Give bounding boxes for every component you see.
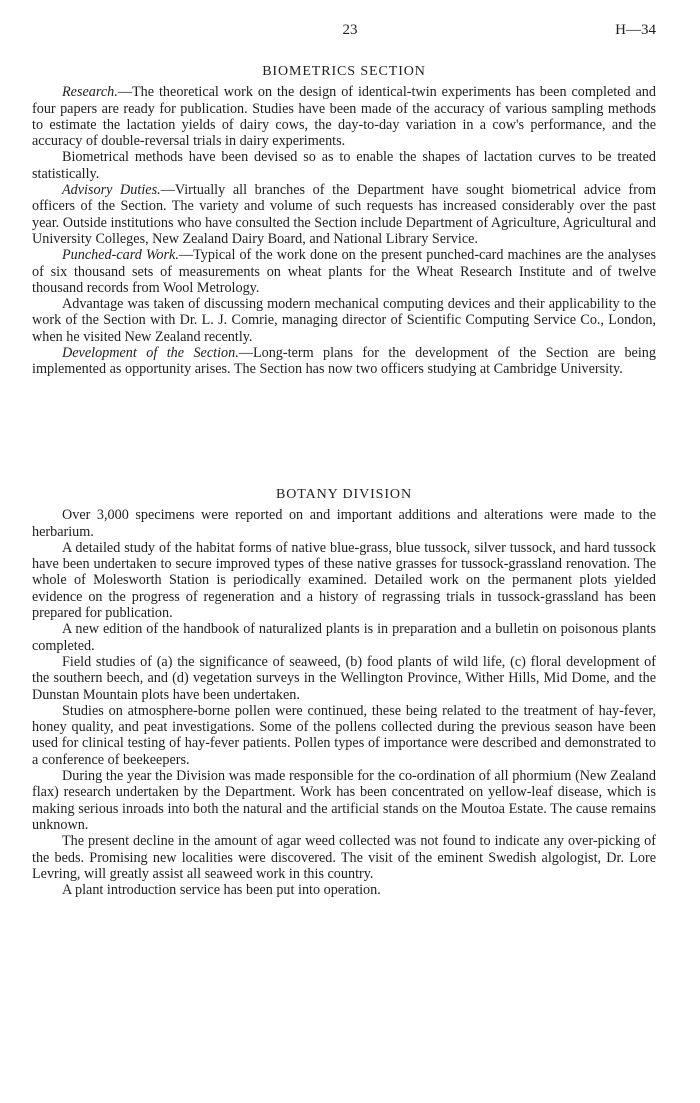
paragraph-text: —Long-term plans for the development of the Section are being implemented as opportunity arises. The Section has now two officers studying at Cambridge University. [32,345,656,378]
paragraph-research [32,84,656,149]
paragraph-biometrical-methods [32,149,656,182]
document-reference: H—34 [615,22,656,38]
paragraph-text: —Typical of the work done on the present punched-card machines are the analyses of six thousand sets of measurements on wheat plants for the Wheat Research Institute and of twelve thousand records from Wool Metrology. [32,247,656,296]
paragraph-text: —The theoretical work on the design of identical-twin experiments has been completed and four papers are ready for publication. Studies have been made of the accuracy of various sampling methods to estimate the lactation yields of dairy cows, the day-to-day variation in a cow's performance, and the accuracy of double-reversal trials in dairy experiments. [32,84,656,150]
paragraph-tussock-study: A detailed study of the habitat forms of native blue-grass, blue tussock, silver tussock, and hard tussock have been undertaken to secure improved types of these native grasses for tussock-grassland renovation. The whole of Molesworth Station is periodically examined. Detailed work on the permanent plots yielded evidence on the progress of regeneration and a history of regrassing trials in tussock-grassland has been prepared for publication. [32,539,656,622]
paragraph-advisory-duties [32,182,656,247]
page-number: 23 [342,22,358,38]
paragraph-text: Biometrical methods have been devised so as to enable the shapes of lactation curves to be treated statistically. [32,149,656,182]
botany-section [32,487,656,898]
paragraph-herbarium: Over 3,000 specimens were reported on and important additions and alterations were made to the herbarium. [32,507,656,540]
paragraph-development [32,345,656,378]
paragraph-text: —Virtually all branches of the Department have sought biometrical advice from officers of the Section. The variety and volume of such requests has increased considerably over the past year. Outside institutions who have consulted the Section include Department of Agriculture, Agricultural and University Colleges, New Zealand Dairy Board, and National Library Service. [32,182,656,247]
page-header [0,22,700,42]
biometrics-section [32,64,656,378]
paragraph-plant-introduction: A plant introduction service has been put into operation. [62,882,381,899]
paragraph-agar-weed: The present decline in the amount of agar weed collected was not found to indicate any over-picking of the beds. Promising new localities were discovered. The visit of the eminent Swedish algologist, Dr. Lore Levring, will greatly assist all seaweed work in this country. [32,833,656,882]
paragraph-phormium: During the year the Division was made responsible for the co-ordination of all phormium (New Zealand flax) research undertaken by the Department. Work has been concentrated on yellow-leaf disease, which is making serious inroads into both the natural and the artificial stands on the Moutoa Estate. The cause remains unknown. [32,768,656,833]
paragraph-punched-card-work [32,247,656,296]
paragraph-pollen: Studies on atmosphere-borne pollen were continued, these being related to the treatment of hay-fever, honey quality, and peat investigations. Some of the pollens collected during the previous season have been used for clinical testing of hay-fever patients. Pollen types of importance were described and demonstrated to a conference of beekeepers. [32,702,656,768]
section-heading-biometrics: BIOMETRICS SECTION [262,64,426,79]
paragraph-field-studies: Field studies of (a) the significance of seaweed, (b) food plants of wild life, (c) floral development of the southern beech, and (d) vegetation surveys in the Wellington Province, Wither Hills, Mid Dome, and the Dunstan Mountain plots have been undertaken. [32,653,656,703]
paragraph-lead: Research. [62,84,118,101]
paragraph-lead: Punched-card Work. [62,247,179,264]
paragraph-lead: Advisory Duties. [62,182,161,199]
paragraph-computing-devices [32,296,656,345]
paragraph-text: Advantage was taken of discussing modern mechanical computing devices and their applicability to the work of the Section with Dr. L. J. Comrie, managing director of Scientific Computing Service Co., London, when he visited New Zealand recently. [32,296,656,345]
paragraph-lead: Development of the Section. [62,345,239,362]
paragraph-handbook: A new edition of the handbook of naturalized plants is in preparation and a bulletin on poisonous plants completed. [32,621,656,654]
section-heading-botany: BOTANY DIVISION [276,487,412,502]
